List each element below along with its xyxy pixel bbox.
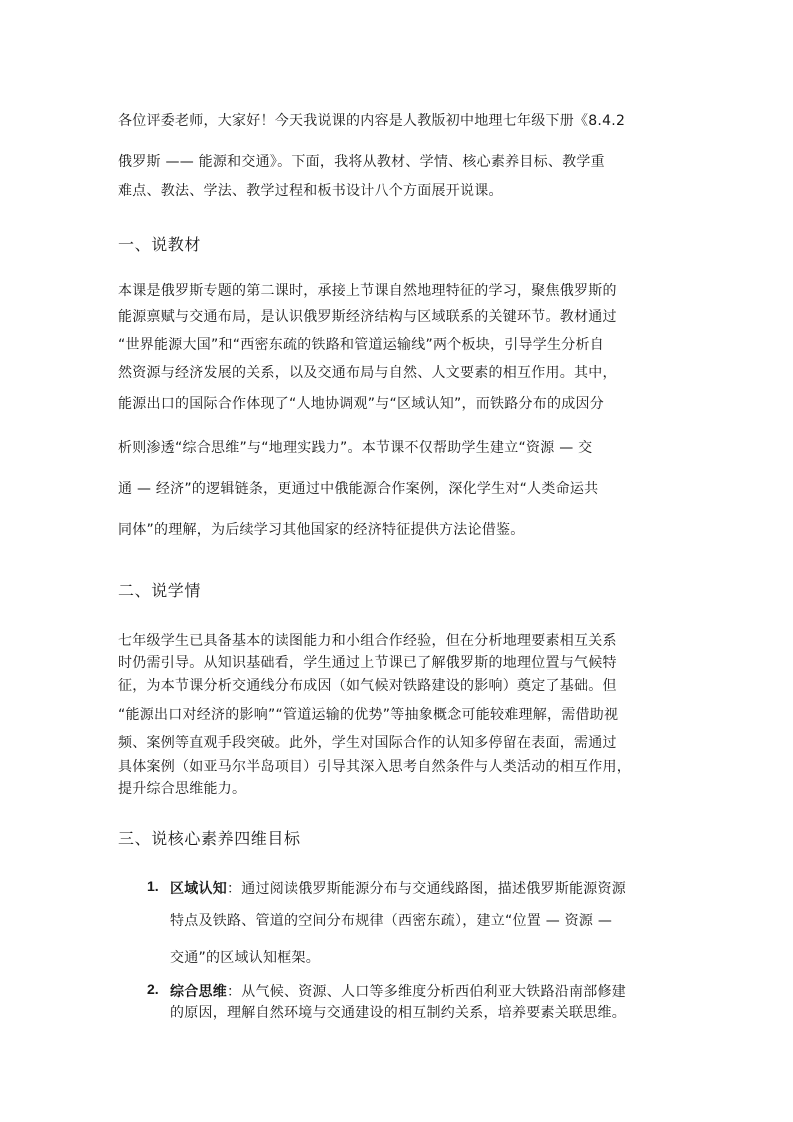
section1-line: “世界能源大国”和“西密东疏的铁路和管道运输线”两个板块，引导学生分析自 (118, 337, 605, 353)
section2-line: 征，为本节课分析交通线分布成因（如气候对铁路建设的影响）奠定了基础。但 (118, 678, 617, 694)
section1-line: 能源出口的国际合作体现了“人地协调观”与“区域认知”，而铁路分布的成因分 (118, 396, 605, 412)
section2-line: 七年级学生已具备基本的读图能力和小组合作经验，但在分析地理要素相互关系 (118, 633, 617, 649)
section1-line: 通 — 经济”的逻辑链条，更通过中俄能源合作案例，深化学生对“人类命运共 (118, 481, 599, 497)
section2-line: 时仍需引导。从知识基础看，学生通过上节课已了解俄罗斯的地理位置与气候特 (118, 655, 617, 671)
section1-line: 本课是俄罗斯专题的第二课时，承接上节课自然地理特征的学习，聚焦俄罗斯的 (118, 283, 617, 299)
intro-line: 各位评委老师，大家好！今天我说课的内容是人教版初中地理七年级下册《8.4.2 (118, 113, 626, 129)
section-heading-textbook: 一、说教材 (118, 235, 202, 254)
section-heading-students: 二、说学情 (118, 581, 202, 600)
objective-line: 特点及铁路、管道的空间分布规律（西密东疏），建立“位置 — 资源 — (170, 913, 613, 929)
section2-line: 提升综合思维能力。 (118, 781, 247, 797)
objective-term: 综合思维 (170, 984, 227, 1000)
section-heading-objectives: 三、说核心素养四维目标 (118, 829, 301, 848)
list-number: 2. (147, 981, 159, 997)
objective-line: 交通”的区域认知框架。 (170, 950, 321, 966)
objective-line: 的原因，理解自然环境与交通建设的相互制约关系，培养要素关联思维。 (170, 1005, 626, 1021)
section2-line: “能源出口对经济的影响”“管道运输的优势”等抽象概念可能较难理解，需借助视 (118, 707, 619, 723)
objective-line: 区域认知：通过阅读俄罗斯能源分布与交通线路图，描述俄罗斯能源资源 (170, 881, 626, 897)
list-number: 1. (147, 878, 159, 894)
section2-line: 具体案例（如亚马尔半岛项目）引导其深入思考自然条件与人类活动的相互作用， (118, 759, 631, 775)
section1-line: 析则渗透“综合思维”与“地理实践力”。本节课不仅帮助学生建立“资源 — 交 (118, 440, 593, 456)
objective-line: 综合思维：从气候、资源、人口等多维度分析西伯利亚大铁路沿南部修建 (170, 984, 626, 1000)
section1-line: 能源禀赋与交通布局，是认识俄罗斯经济结构与区域联系的关键环节。教材通过 (118, 309, 617, 325)
intro-line: 俄罗斯 —— 能源和交通》。下面，我将从教材、学情、核心素养目标、教学重 (118, 154, 605, 170)
section2-line: 频、案例等直观手段突破。此外，学生对国际合作的认知多停留在表面，需通过 (118, 735, 617, 751)
objective-term: 区域认知 (170, 881, 227, 897)
section1-line: 然资源与经济发展的关系，以及交通布局与自然、人文要素的相互作用。其中， (118, 365, 617, 381)
intro-line: 难点、教法、学法、教学过程和板书设计八个方面展开说课。 (118, 183, 503, 199)
section1-line: 同体”的理解，为后续学习其他国家的经济特征提供方法论借鉴。 (118, 522, 525, 538)
